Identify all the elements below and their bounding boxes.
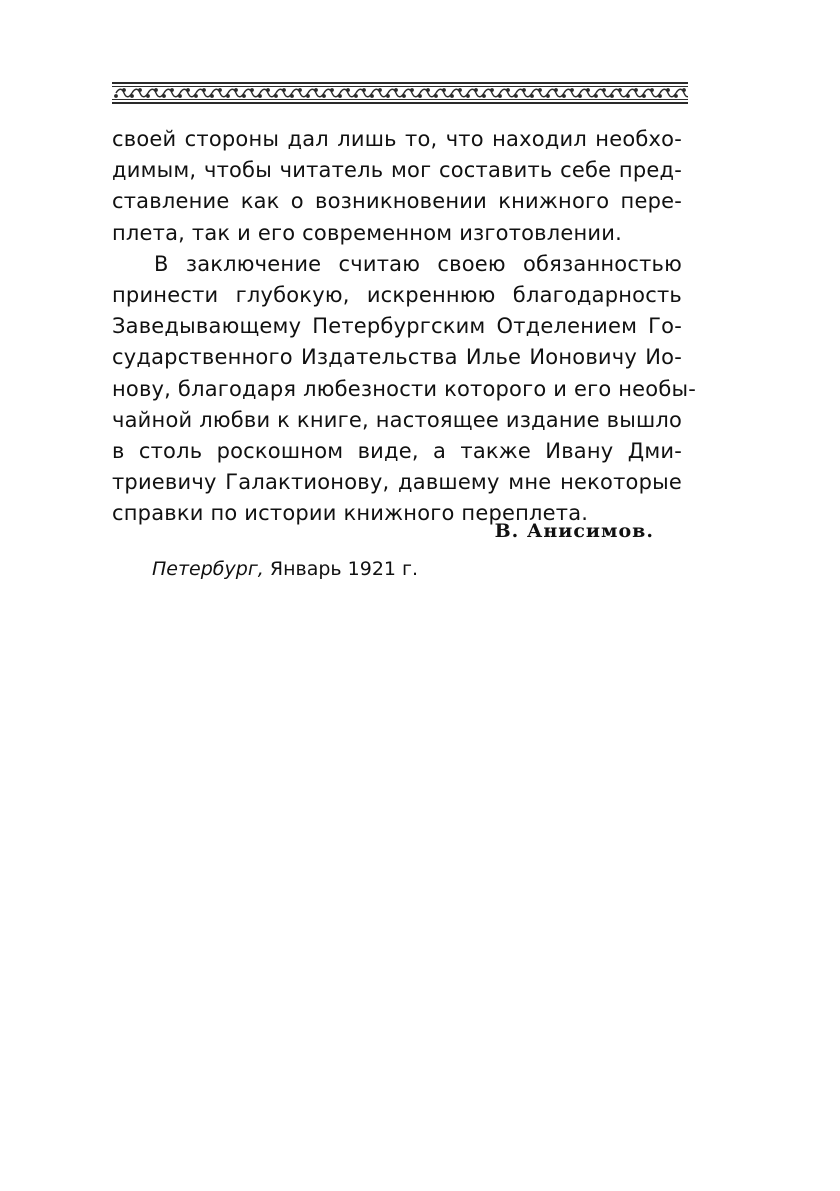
paragraph-line: чайной любви к книге, настоящее издание вышло — [112, 407, 683, 432]
author-signature: В. Анисимов. — [494, 520, 654, 542]
paragraph-line: принести глубокую, искреннюю благодарность — [112, 283, 682, 308]
paragraph-line: В заключение считаю своею обязанностью — [154, 251, 682, 276]
decorative-border-band-icon — [112, 82, 688, 104]
dateline-date: Январь 1921 г. — [269, 558, 419, 580]
dateline-place: Петербург, — [152, 558, 264, 580]
paragraph-line: сударственного Издательства Илье Ионовичу Ио- — [112, 345, 682, 370]
dateline — [152, 558, 418, 580]
paragraph-line: ставление как о возникновении книжного пере- — [112, 189, 682, 214]
preface-text — [112, 124, 697, 530]
paragraph-line: в столь роскошном виде, а также Ивану Дми- — [112, 439, 682, 464]
paragraph-line: справки по истории книжного переплета. — [112, 501, 589, 526]
paragraph-line: нову, благодаря любезности которого и его необы- — [112, 376, 697, 401]
paragraph-line: Заведывающему Петербургским Отделением Го- — [112, 314, 682, 339]
paragraph-line: триевичу Галактионову, давшему мне некоторые — [112, 470, 682, 495]
paragraph-line: димым, чтобы читатель мог составить себе пред- — [112, 158, 682, 183]
paragraph-line: своей стороны дал лишь то, что находил необхо- — [112, 127, 682, 151]
paragraph-line: плета, так и его современном изготовлении. — [112, 220, 622, 245]
